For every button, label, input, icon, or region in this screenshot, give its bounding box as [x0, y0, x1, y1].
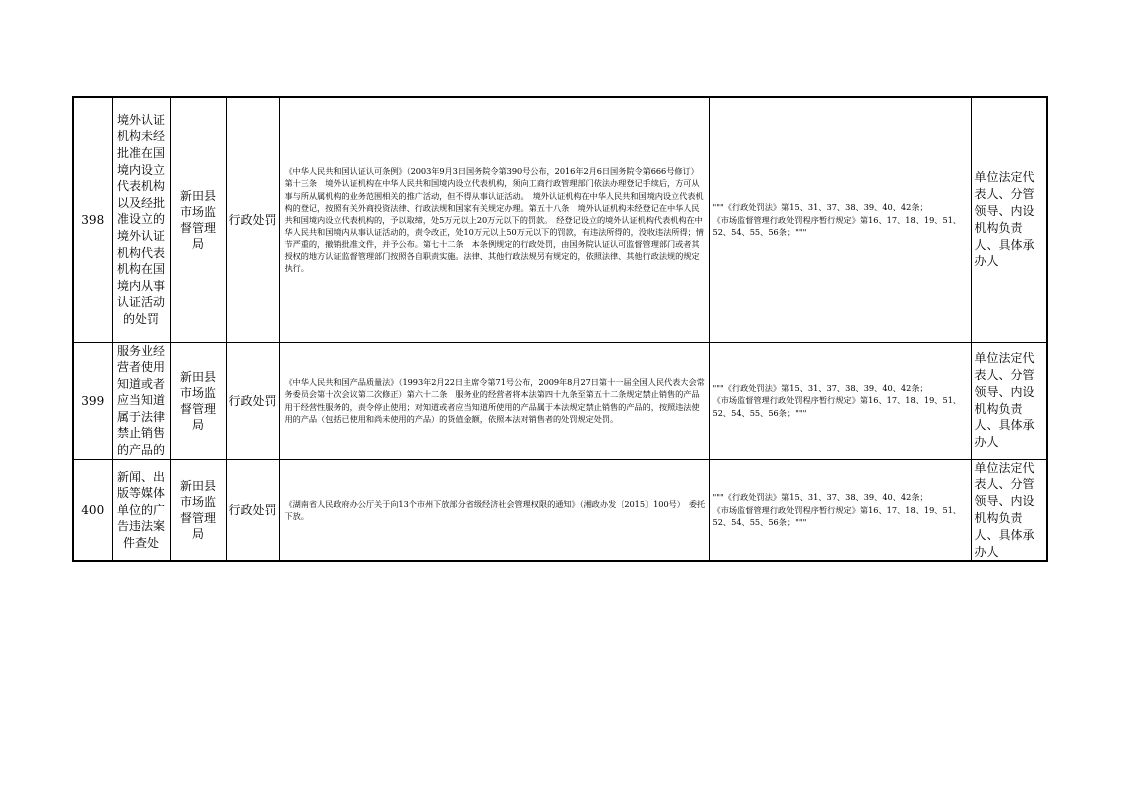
legal-basis: 《中华人民共和国产品质量法》（1993年2月22日主席令第71号公布，2009年8月27日第十一届全国人民代表大会常务委员会第十次会议第二次修正）第六十二条 服务业的经营者将本法第四十九条至第五十二条规定禁止销售的产品用于经营性服务的，责令停止使用；对知道或者应当知道所使用的产品属于本法规定禁止销售的产品的，按照违法使用的产品（包括已使用和尚未使用的产品）的货值金额，依照本法对销售者的处罚规定处罚。: [279, 342, 709, 459]
row-number: 399: [73, 342, 112, 459]
procedure-reference-text: """《行政处罚法》第15、31、37、38、39、40、42条； 《市场监督管理行政处罚程序暂行规定》第16、17、18、19、51、52、54、55、56条；""": [712, 492, 962, 528]
responsible-persons: 单位法定代表人、分管领导、内设机构负责人、具体承办人: [971, 342, 1047, 459]
procedure-reference: [709, 97, 971, 342]
table-row: [73, 97, 1047, 342]
table-row: [73, 342, 1047, 459]
procedure-reference: [709, 459, 971, 561]
department: 新田县市场监督管理局: [170, 459, 226, 561]
legal-basis: 《湖南省人民政府办公厅关于向13个市州下放部分省级经济社会管理权限的通知》（湘政办发〔2015〕100号） 委托下放。: [279, 459, 709, 561]
procedure-reference: [709, 342, 971, 459]
item-name: 新闻、出版等媒体单位的广告违法案件查处: [112, 459, 170, 561]
department: 新田县市场监督管理局: [170, 342, 226, 459]
legal-basis: 《中华人民共和国认证认可条例》（2003年9月3日国务院令第390号公布，2016年2月6日国务院令第666号修订）第十三条 境外认证机构在中华人民共和国境内设立代表机构，须向工商行政管理部门依法办理登记手续后，方可从事与所从属机构的业务范围相关的推广活动，但不得从事认证活动。 境外认证机构在中华人民共和国境内设立代表机构的登记，按照有关外商投资法律、行政法规和国家有关规定办理。第五十八条 境外认证机构未经登记在中华人民共和国境内设立代表机构的，予以取缔，处5万元以上20万元以下的罚款。 经登记设立的境外认证机构代表机构在中华人民共和国境内从事认证活动的，责令改正，处10万元以上50万元以下的罚款，有违法所得的，没收违法所得；情节严重的，撤销批准文件，并予公布。第七十二条 本条例规定的行政处罚，由国务院认证认可监督管理部门或者其授权的地方认证监督管理部门按照各自职责实施。法律、其他行政法规另有规定的，依照法律、其他行政法规的规定执行。: [279, 97, 709, 342]
power-type: 行政处罚: [226, 342, 279, 459]
row-number: 400: [73, 459, 112, 561]
responsible-persons: 单位法定代表人、分管领导、内设机构负责人、具体承办人: [971, 97, 1047, 342]
power-list-table: [72, 96, 1048, 562]
department: 新田县市场监督管理局: [170, 97, 226, 342]
power-type: 行政处罚: [226, 459, 279, 561]
procedure-reference-text: """《行政处罚法》第15、31、37、38、39、40、42条； 《市场监督管理行政处罚程序暂行规定》第16、17、18、19、51、52、54、55、56条；""": [712, 382, 962, 418]
item-name: 境外认证机构未经批准在国境内设立代表机构以及经批准设立的境外认证机构代表机构在国境内从事认证活动的处罚: [112, 97, 170, 342]
row-number: 398: [73, 97, 112, 342]
procedure-reference-text: """《行政处罚法》第15、31、37、38、39、40、42条； 《市场监督管理行政处罚程序暂行规定》第16、17、18、19、51、52、54、55、56条；""": [712, 202, 962, 237]
table-row: [73, 459, 1047, 561]
responsible-persons: 单位法定代表人、分管领导、内设机构负责人、具体承办人: [971, 459, 1047, 561]
power-type: 行政处罚: [226, 97, 279, 342]
item-name: 服务业经营者使用知道或者应当知道属于法律禁止销售的产品的: [112, 342, 170, 459]
